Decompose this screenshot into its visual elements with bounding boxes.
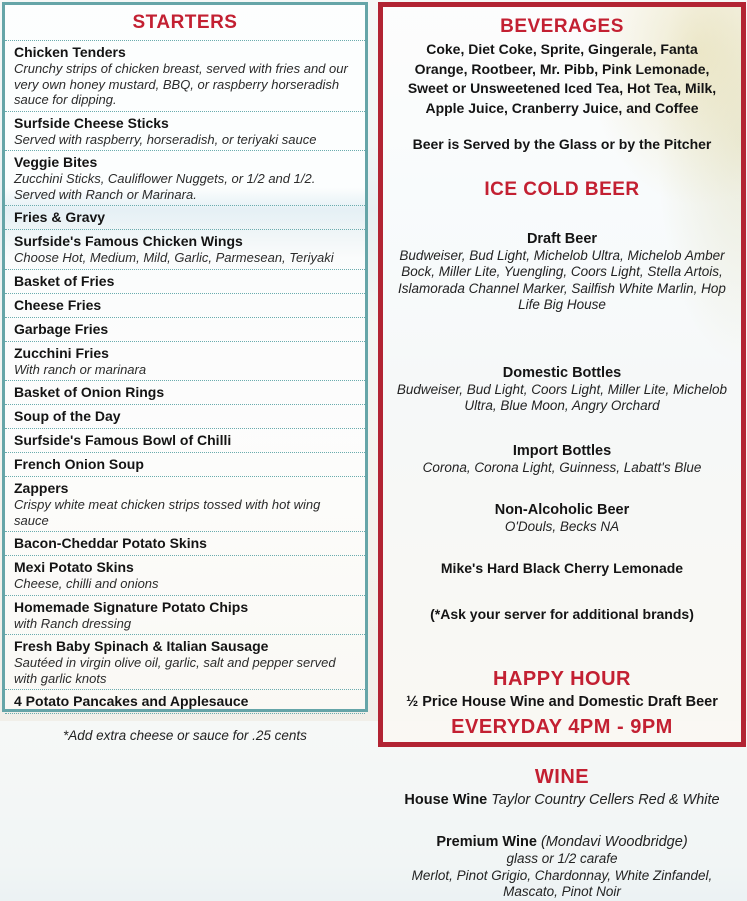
menu-item-name: Soup of the Day bbox=[14, 408, 121, 424]
non-alcoholic-heading: Non-Alcoholic Beer bbox=[494, 502, 630, 518]
menu-item bbox=[5, 318, 365, 342]
menu-item-description: with Ranch dressing bbox=[14, 615, 132, 631]
menu-item bbox=[5, 294, 365, 318]
menu-item-description: Crispy white meat chicken strips tossed with hot wing sauce bbox=[14, 497, 321, 528]
menu-item-name: Homemade Signature Potato Chips bbox=[14, 598, 249, 615]
import-bottles-list: Corona, Corona Light, Guinness, Labatt's Blue bbox=[422, 459, 702, 475]
ice-cold-beer-title: ICE COLD BEER bbox=[484, 178, 640, 200]
beer-serving-note: Beer is Served by the Glass or by the Pitcher bbox=[412, 136, 712, 152]
menu-item-name: Garbage Fries bbox=[14, 320, 109, 337]
ask-server-note: (*Ask your server for additional brands) bbox=[430, 606, 694, 622]
premium-wine-list: Merlot, Pinot Grigio, Chardonnay, White Zinfandel, Mascato, Pinot Noir bbox=[411, 867, 713, 899]
menu-item bbox=[5, 112, 365, 152]
starters-title: STARTERS bbox=[5, 5, 365, 41]
menu-item-name: Surfside's Famous Chicken Wings bbox=[14, 233, 243, 249]
import-bottles-heading: Import Bottles bbox=[512, 442, 612, 459]
happy-hour-detail: ½ Price House Wine and Domestic Draft Beer bbox=[406, 693, 718, 710]
house-wine-label: House Wine bbox=[404, 792, 488, 808]
premium-wine-desc: (Mondavi Woodbridge) bbox=[536, 834, 688, 850]
menu-item bbox=[5, 556, 365, 596]
domestic-bottles-list: Budweiser, Bud Light, Coors Light, Miller Lite, Michelob Ultra, Blue Moon, Angry Orchard bbox=[396, 381, 728, 413]
menu-item-name: Cheese Fries bbox=[14, 296, 102, 313]
beverages-panel bbox=[378, 2, 746, 899]
house-wine-line bbox=[393, 791, 731, 810]
draft-beer-list: Budweiser, Bud Light, Michelob Ultra, Michelob Amber Bock, Miller Lite, Yuengling, Coors Light, Stella Artois, Islamorada Channel Marker, Sailfish White Marlin, Hop Life Big House bbox=[398, 247, 726, 312]
menu-item-name: Zucchini Fries bbox=[14, 344, 109, 361]
menu-item bbox=[5, 41, 365, 112]
menu-item-description: Cheese, chilli and onions bbox=[14, 576, 159, 591]
menu-item-description: Choose Hot, Medium, Mild, Garlic, Parmesean, Teriyaki bbox=[14, 250, 334, 265]
menu-item bbox=[5, 477, 365, 532]
non-alcoholic-list: O'Douls, Becks NA bbox=[504, 519, 620, 534]
menu-item-name: Basket of Fries bbox=[14, 272, 115, 289]
menu-item-description: Crunchy strips of chicken breast, served with fries and our very own honey mustard, BBQ, or raspberry horseradish sauce for dipping. bbox=[14, 61, 348, 107]
menu-item-name: Surfside Cheese Sticks bbox=[14, 114, 169, 131]
house-wine-desc: Taylor Country Cellers Red & White bbox=[487, 792, 720, 808]
draft-beer-heading: Draft Beer bbox=[526, 230, 598, 247]
menu-item-description: Sautéed in virgin olive oil, garlic, salt and pepper served with garlic knots bbox=[14, 655, 336, 686]
menu-item bbox=[5, 206, 365, 230]
menu-item bbox=[5, 230, 365, 270]
menu-item-name: Fresh Baby Spinach & Italian Sausage bbox=[14, 638, 269, 654]
menu-item-name: Bacon-Cheddar Potato Skins bbox=[14, 535, 207, 551]
starters-list bbox=[5, 41, 365, 714]
menu-item bbox=[5, 453, 365, 477]
menu-item bbox=[5, 429, 365, 453]
menu-item-name: 4 Potato Pancakes and Applesauce bbox=[14, 693, 249, 709]
happy-hour-title: HAPPY HOUR bbox=[493, 667, 631, 690]
menu-item-name: Zappers bbox=[14, 480, 69, 496]
mikes-hard-lemonade: Mike's Hard Black Cherry Lemonade bbox=[440, 559, 684, 576]
menu-item-name: Mexi Potato Skins bbox=[14, 559, 134, 575]
premium-wine-line bbox=[393, 833, 731, 851]
menu-item-name: Chicken Tenders bbox=[14, 44, 126, 60]
menu-item-name: Fries & Gravy bbox=[14, 209, 106, 225]
menu-item bbox=[5, 151, 365, 206]
menu-item bbox=[5, 532, 365, 556]
beverages-title: BEVERAGES bbox=[500, 16, 624, 37]
domestic-bottles-heading: Domestic Bottles bbox=[502, 364, 622, 381]
premium-wine-serving: glass or 1/2 carafe bbox=[506, 851, 618, 866]
happy-hour-schedule: EVERYDAY 4PM - 9PM bbox=[451, 716, 673, 738]
starters-panel bbox=[2, 2, 368, 743]
premium-wine-label: Premium Wine bbox=[436, 834, 537, 850]
menu-item bbox=[5, 270, 365, 294]
starters-footnote: *Add extra cheese or sauce for .25 cents bbox=[63, 728, 307, 743]
menu-item bbox=[5, 405, 365, 429]
menu-item-name: Surfside's Famous Bowl of Chilli bbox=[14, 432, 232, 448]
wine-title: WINE bbox=[534, 766, 590, 788]
menu-item-name: Veggie Bites bbox=[14, 154, 98, 170]
menu-item-description: With ranch or marinara bbox=[14, 361, 147, 377]
menu-item-description: Served with raspberry, horseradish, or teriyaki sauce bbox=[14, 131, 317, 147]
soft-drinks-list: Coke, Diet Coke, Sprite, Gingerale, Fanta Orange, Rootbeer, Mr. Pibb, Pink Lemonade, Sweet or Unsweetened Iced Tea, Hot Tea, Milk, Apple Juice, Cranberry Juice, and Coffee bbox=[407, 41, 717, 116]
menu-item bbox=[5, 690, 365, 714]
menu-item-description: Zucchini Sticks, Cauliflower Nuggets, or 1/2 and 1/2. Served with Ranch or Marinara. bbox=[14, 171, 316, 202]
menu-item bbox=[5, 342, 365, 382]
menu-item bbox=[5, 635, 365, 690]
menu-item bbox=[5, 381, 365, 405]
menu-item-name: French Onion Soup bbox=[14, 456, 144, 472]
menu-item-name: Basket of Onion Rings bbox=[14, 384, 165, 400]
menu-item bbox=[5, 596, 365, 636]
